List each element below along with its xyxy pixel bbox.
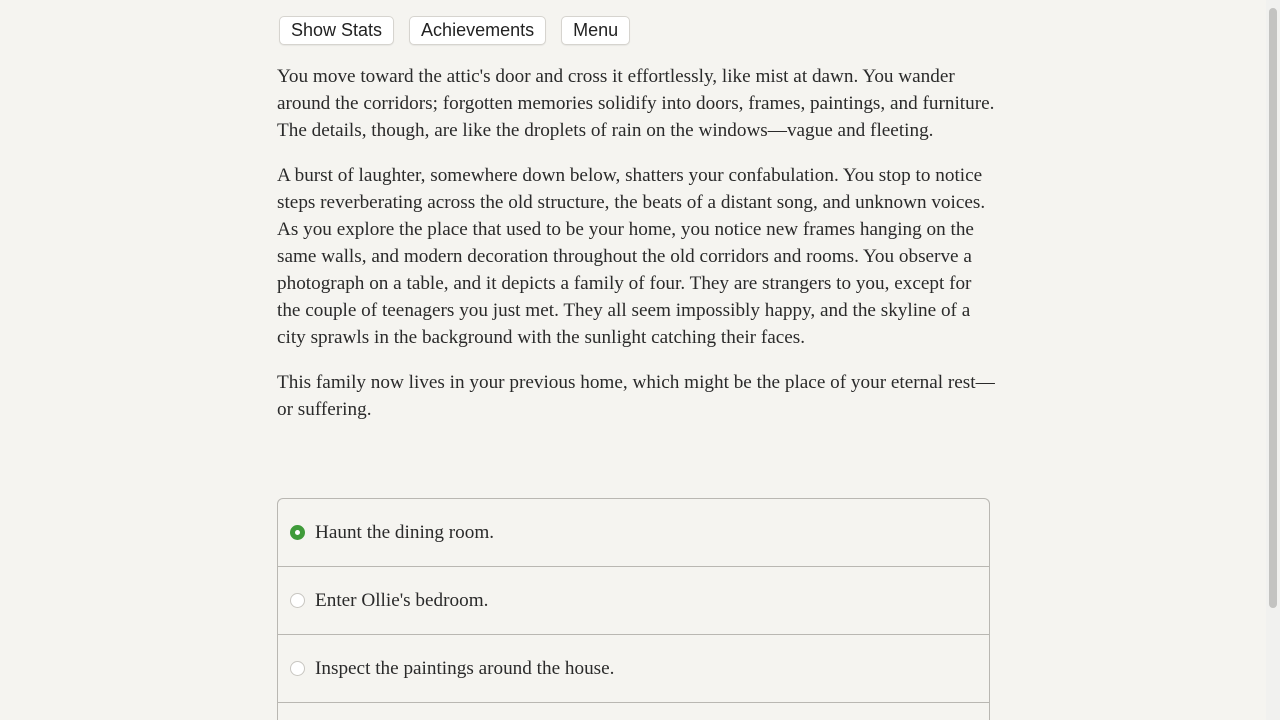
story-paragraph: You move toward the attic's door and cross it effortlessly, like mist at dawn. You wander around the corridors; forgotten memories solidify into doors, frames, paintings, and furniture. The details, though, are like the droplets of rain on the windows—vague and fleeting. — [277, 66, 995, 141]
story-paragraph: This family now lives in your previous home, which might be the place of your eternal rest—or suffering. — [277, 372, 995, 420]
choice-label: Inspect the paintings around the house. — [315, 657, 615, 679]
choice-option-enter-ollies-bedroom[interactable] — [278, 567, 989, 635]
menu-button[interactable]: Menu — [561, 16, 630, 45]
scrollbar-thumb[interactable] — [1269, 8, 1277, 608]
top-toolbar — [279, 16, 630, 45]
show-stats-button[interactable]: Show Stats — [279, 16, 394, 45]
choice-label: Enter Ollie's bedroom. — [315, 589, 489, 611]
choice-label: Haunt the dining room. — [315, 521, 495, 543]
story-paragraph: A burst of laughter, somewhere down below, shatters your confabulation. You stop to notice steps reverberating across the old structure, the beats of a distant song, and unknown voices. As you explore the place that used to be your home, you notice new frames hanging on the same walls, and modern decoration throughout the old corridors and rooms. You observe a photograph on a table, and it depicts a family of four. They are strangers to you, except for the couple of teenagers you just met. They all seem impossibly happy, and the skyline of a city sprawls in the background with the sunlight catching their faces. — [277, 165, 986, 348]
radio-unselected-icon[interactable] — [290, 593, 305, 608]
page-scrollbar[interactable] — [1266, 0, 1280, 720]
radio-selected-icon[interactable] — [290, 525, 305, 540]
choice-option-inspect-paintings[interactable] — [278, 635, 989, 703]
choice-option-partial[interactable] — [278, 703, 989, 720]
choice-option-haunt-dining-room[interactable] — [278, 499, 989, 567]
choice-list — [277, 498, 990, 720]
achievements-button[interactable]: Achievements — [409, 16, 546, 45]
story-text — [277, 63, 997, 441]
radio-unselected-icon[interactable] — [290, 661, 305, 676]
